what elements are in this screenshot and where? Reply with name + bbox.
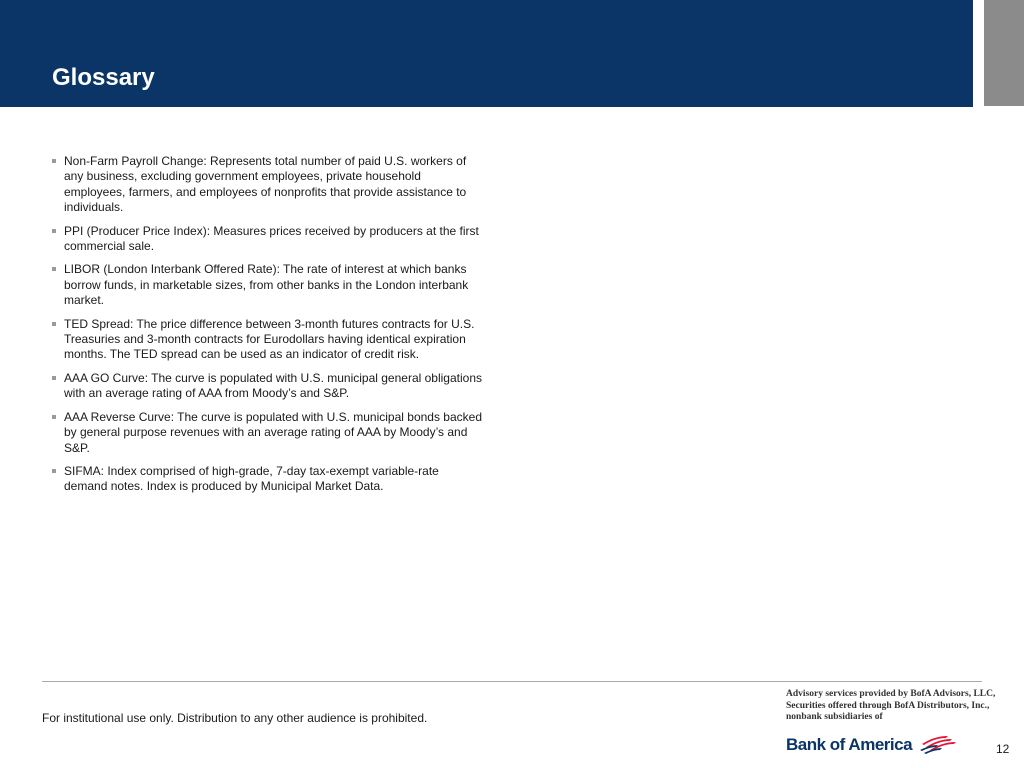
- footer-note: For institutional use only. Distribution to any other audience is prohibited.: [42, 711, 428, 725]
- bullet-icon: [52, 229, 56, 233]
- bullet-icon: [52, 415, 56, 419]
- glossary-item: [52, 371, 484, 402]
- logo-wordmark: Bank of America: [786, 735, 913, 754]
- disclosure-line: Advisory services provided by BofA Advisors, LLC,: [786, 689, 996, 699]
- page-number: 12: [996, 742, 1010, 756]
- glossary-item: [52, 224, 484, 255]
- glossary-item-text: AAA GO Curve: The curve is populated with U.S. municipal general obligations with an average rating of AAA from Moody’s and S&P.: [64, 370, 482, 401]
- footer-divider: [42, 681, 982, 682]
- glossary-list: [52, 154, 484, 503]
- disclosure-line: Securities offered through BofA Distributors, Inc.,: [786, 700, 990, 711]
- glossary-item: [52, 464, 484, 495]
- page-title: Glossary: [52, 64, 155, 91]
- glossary-item-text: LIBOR (London Interbank Offered Rate): The rate of interest at which banks borrow funds, in marketable sizes, from other banks in the London interbank market.: [64, 262, 469, 308]
- bullet-icon: [52, 322, 56, 326]
- bullet-icon: [52, 267, 56, 271]
- glossary-item: [52, 410, 484, 456]
- glossary-item-text: Non-Farm Payroll Change: Represents total number of paid U.S. workers of any business, excluding government employees, private household employees, farmers, and employees of nonprofits that provide assistance to individuals.: [64, 154, 467, 215]
- bullet-icon: [52, 376, 56, 380]
- glossary-item-text: SIFMA: Index comprised of high-grade, 7-day tax-exempt variable-rate demand notes. Index is produced by Municipal Market Data.: [64, 463, 439, 494]
- glossary-item-text: PPI (Producer Price Index): Measures prices received by producers at the first commercial sale.: [64, 223, 479, 254]
- glossary-item: [52, 154, 484, 216]
- bullet-icon: [52, 159, 56, 163]
- header-bar: [0, 0, 973, 107]
- glossary-item: [52, 262, 484, 308]
- bank-logo: [786, 733, 960, 757]
- glossary-item-text: TED Spread: The price difference between 3-month futures contracts for U.S. Treasuries and 3-month contracts for Eurodollars having identical expiration months. The TED spread can be used as an indicator of credit risk.: [64, 316, 475, 362]
- glossary-item-text: AAA Reverse Curve: The curve is populated with U.S. municipal bonds backed by general purpose revenues with an average rating of AAA by Moody’s and S&P.: [64, 409, 482, 455]
- glossary-item: [52, 317, 484, 363]
- disclosure-line: nonbank subsidiaries of: [786, 712, 883, 722]
- bullet-icon: [52, 469, 56, 473]
- flag-logo-icon: [916, 735, 960, 755]
- side-accent-block: [984, 0, 1024, 106]
- disclosure-text: [786, 689, 996, 724]
